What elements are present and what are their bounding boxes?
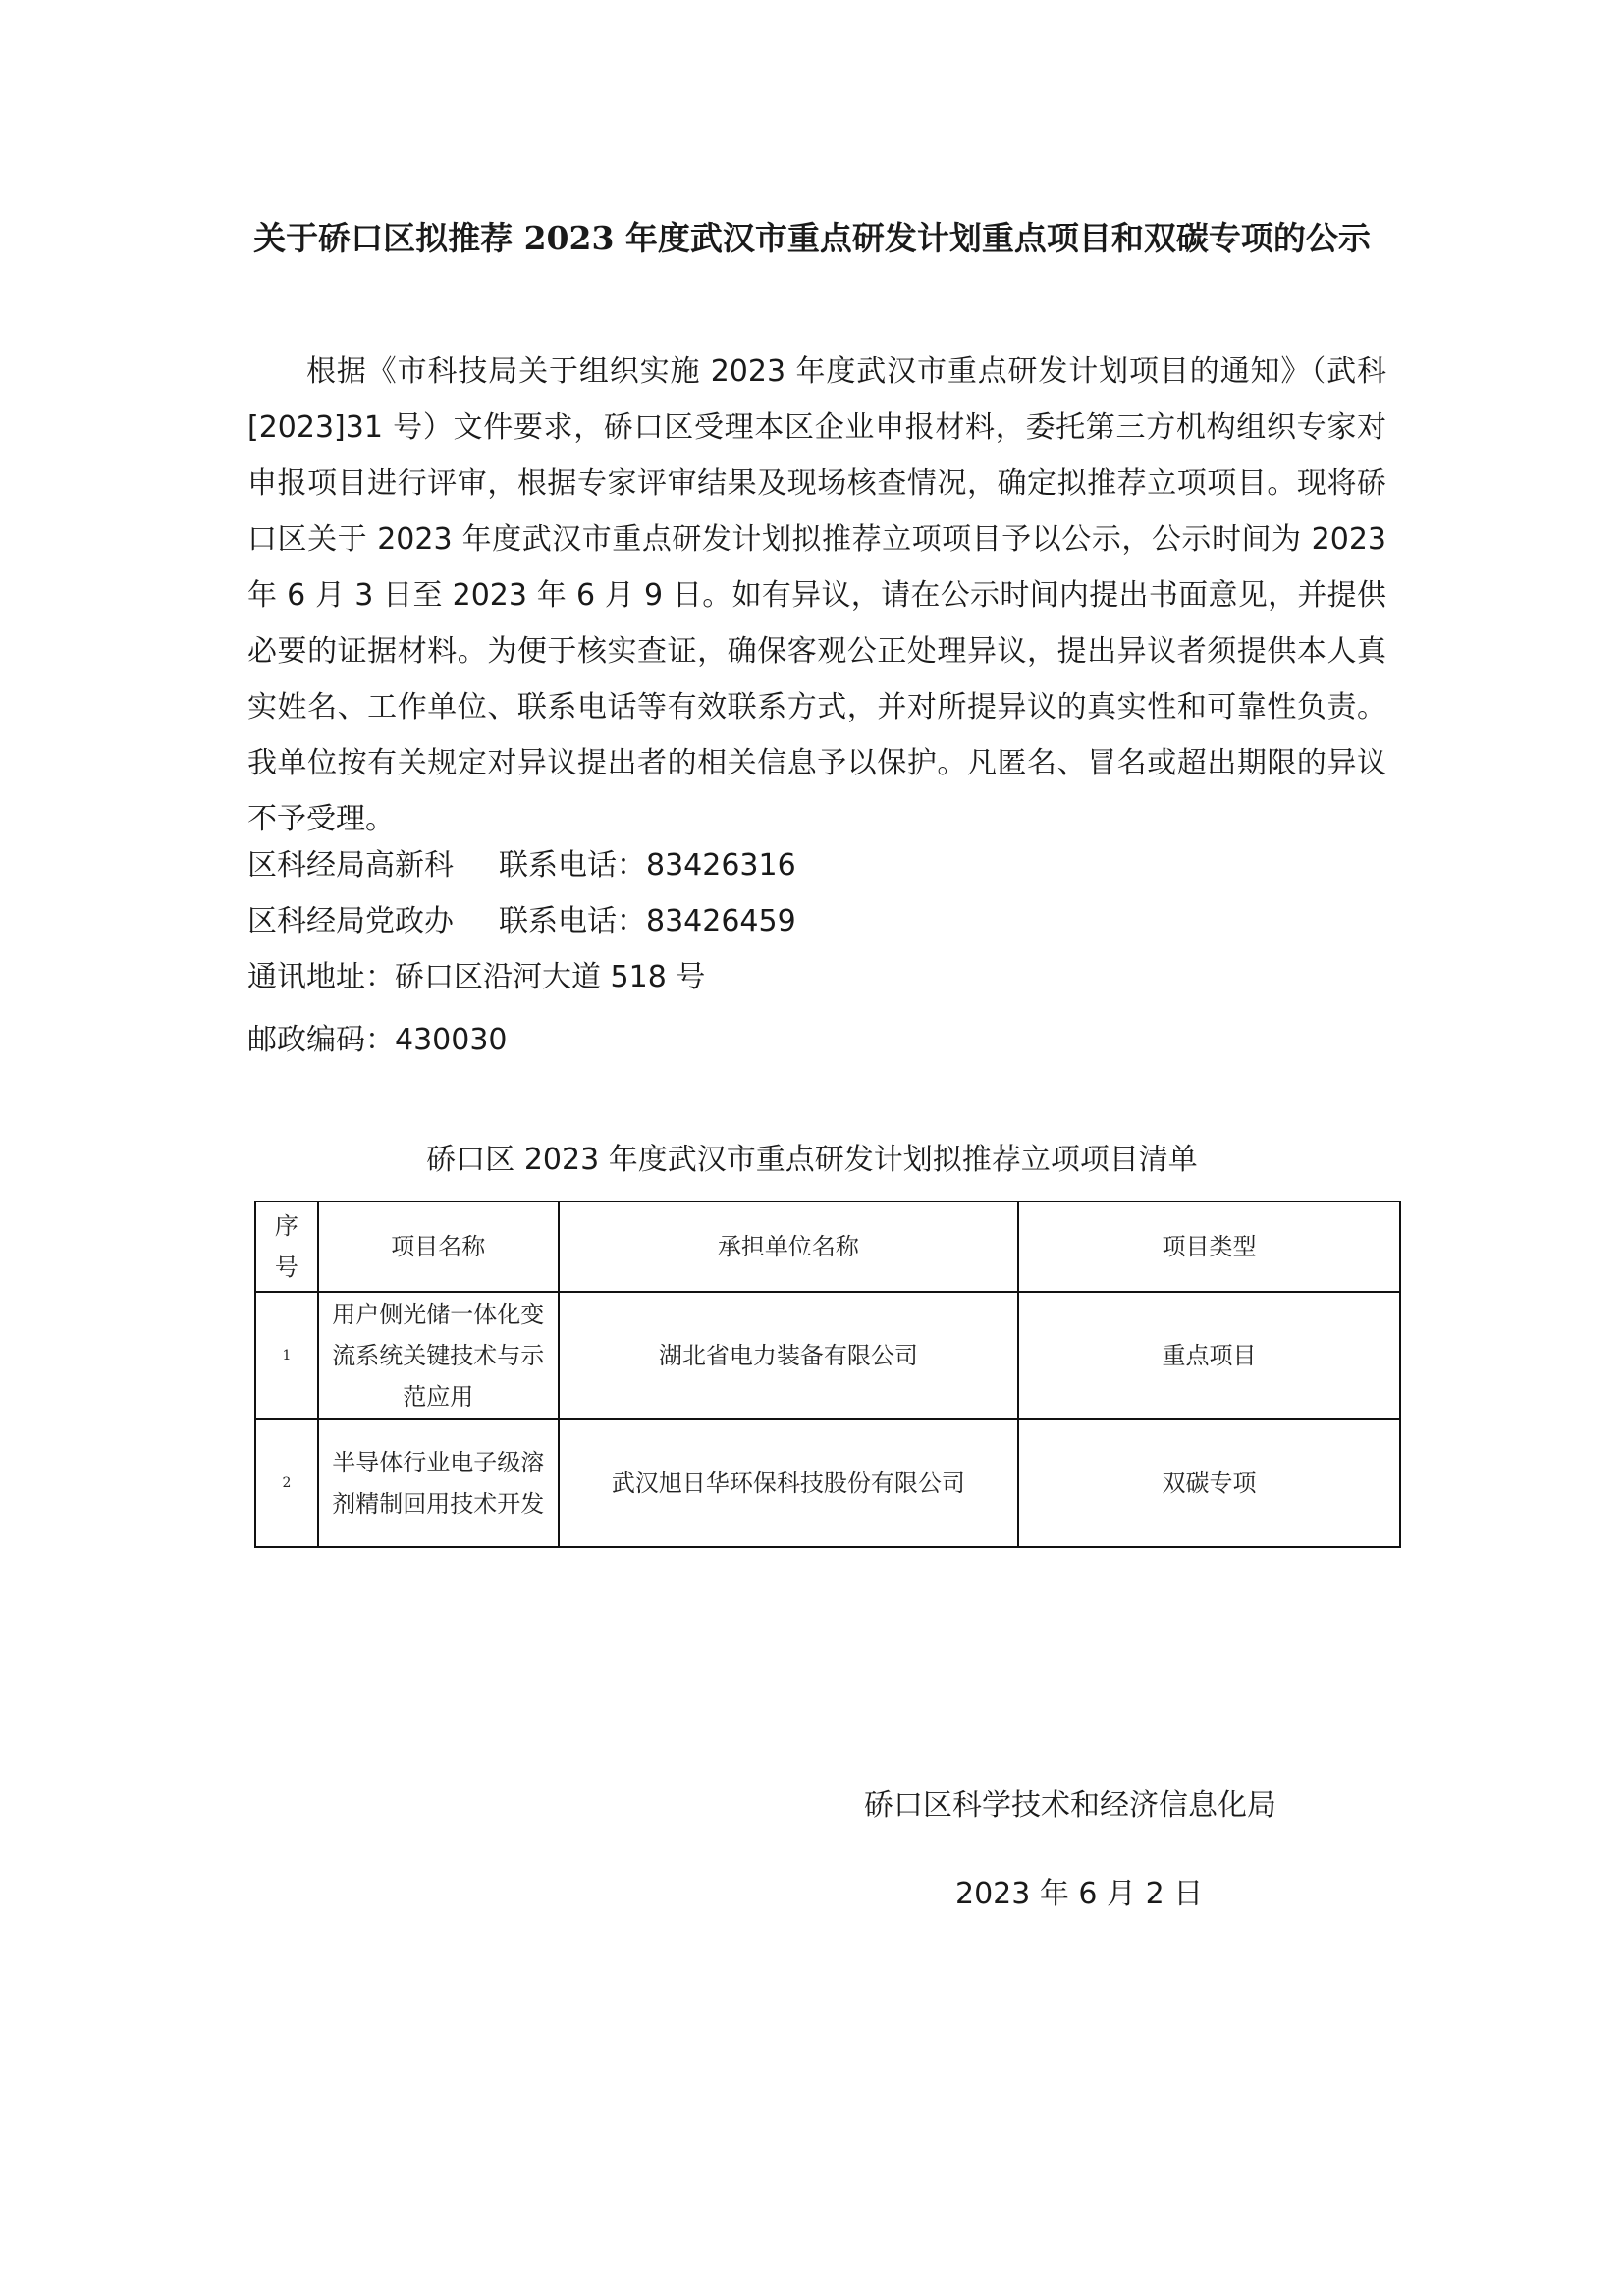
contact-phone: 联系电话：83426316	[499, 848, 796, 882]
contact-line-tech	[247, 846, 796, 885]
row-project-name: 半导体行业电子级溶剂精制回用技术开发	[318, 1419, 559, 1547]
mailing-address: 通讯地址：硚口区沿河大道 518 号	[247, 960, 706, 994]
row-project-name: 用户侧光储一体化变流系统关键技术与示范应用	[318, 1292, 559, 1419]
postal-code: 邮政编码：430030	[247, 1023, 508, 1057]
table-row	[255, 1292, 1400, 1419]
issue-date: 2023 年 6 月 2 日	[955, 1877, 1204, 1911]
document-title: 关于硚口区拟推荐 2023 年度武汉市重点研发计划重点项目和双碳专项的公示	[253, 219, 1371, 257]
header-project-type: 项目类型	[1018, 1201, 1400, 1292]
row-no: 1	[255, 1292, 318, 1419]
header-unit-name: 承担单位名称	[559, 1201, 1018, 1292]
contact-line-office	[247, 902, 796, 941]
row-unit-name: 武汉旭日华环保科技股份有限公司	[559, 1419, 1018, 1547]
row-project-type: 重点项目	[1018, 1292, 1400, 1419]
contact-dept: 区科经局党政办	[247, 904, 454, 938]
table-caption: 硚口区 2023 年度武汉市重点研发计划拟推荐立项项目清单	[426, 1143, 1198, 1177]
contact-phone: 联系电话：83426459	[499, 904, 796, 938]
contact-dept: 区科经局高新科	[247, 848, 454, 882]
issuing-organization: 硚口区科学技术和经济信息化局	[864, 1789, 1276, 1823]
row-project-type: 双碳专项	[1018, 1419, 1400, 1547]
header-no: 序号	[255, 1201, 318, 1292]
row-unit-name: 湖北省电力装备有限公司	[559, 1292, 1018, 1419]
project-list-table	[254, 1201, 1401, 1548]
header-project-name: 项目名称	[318, 1201, 559, 1292]
row-no: 2	[255, 1419, 318, 1547]
table-row	[255, 1419, 1400, 1547]
notice-body: 根据《市科技局关于组织实施 2023 年度武汉市重点研发计划项目的通知》（武科[2023]31 号）文件要求，硚口区受理本区企业申报材料，委托第三方机构组织专家对申报项目进行评审，根据专家评审结果及现场核查情况，确定拟推荐立项项目。现将硚口区关于 2023 年度武汉市重点研发计划拟推荐立项项目予以公示，公示时间为 2023 年 6 月 3 日至 2023 年 6 月 9 日。如有异议，请在公示时间内提出书面意见，并提供必要的证据材料。为便于核实查证，确保客观公正处理异议，提出异议者须提供本人真实姓名、工作单位、联系电话等有效联系方式，并对所提异议的真实性和可靠性负责。我单位按有关规定对异议提出者的相关信息予以保护。凡匿名、冒名或超出期限的异议不予受理。	[247, 354, 1386, 836]
table-header-row	[255, 1201, 1400, 1292]
